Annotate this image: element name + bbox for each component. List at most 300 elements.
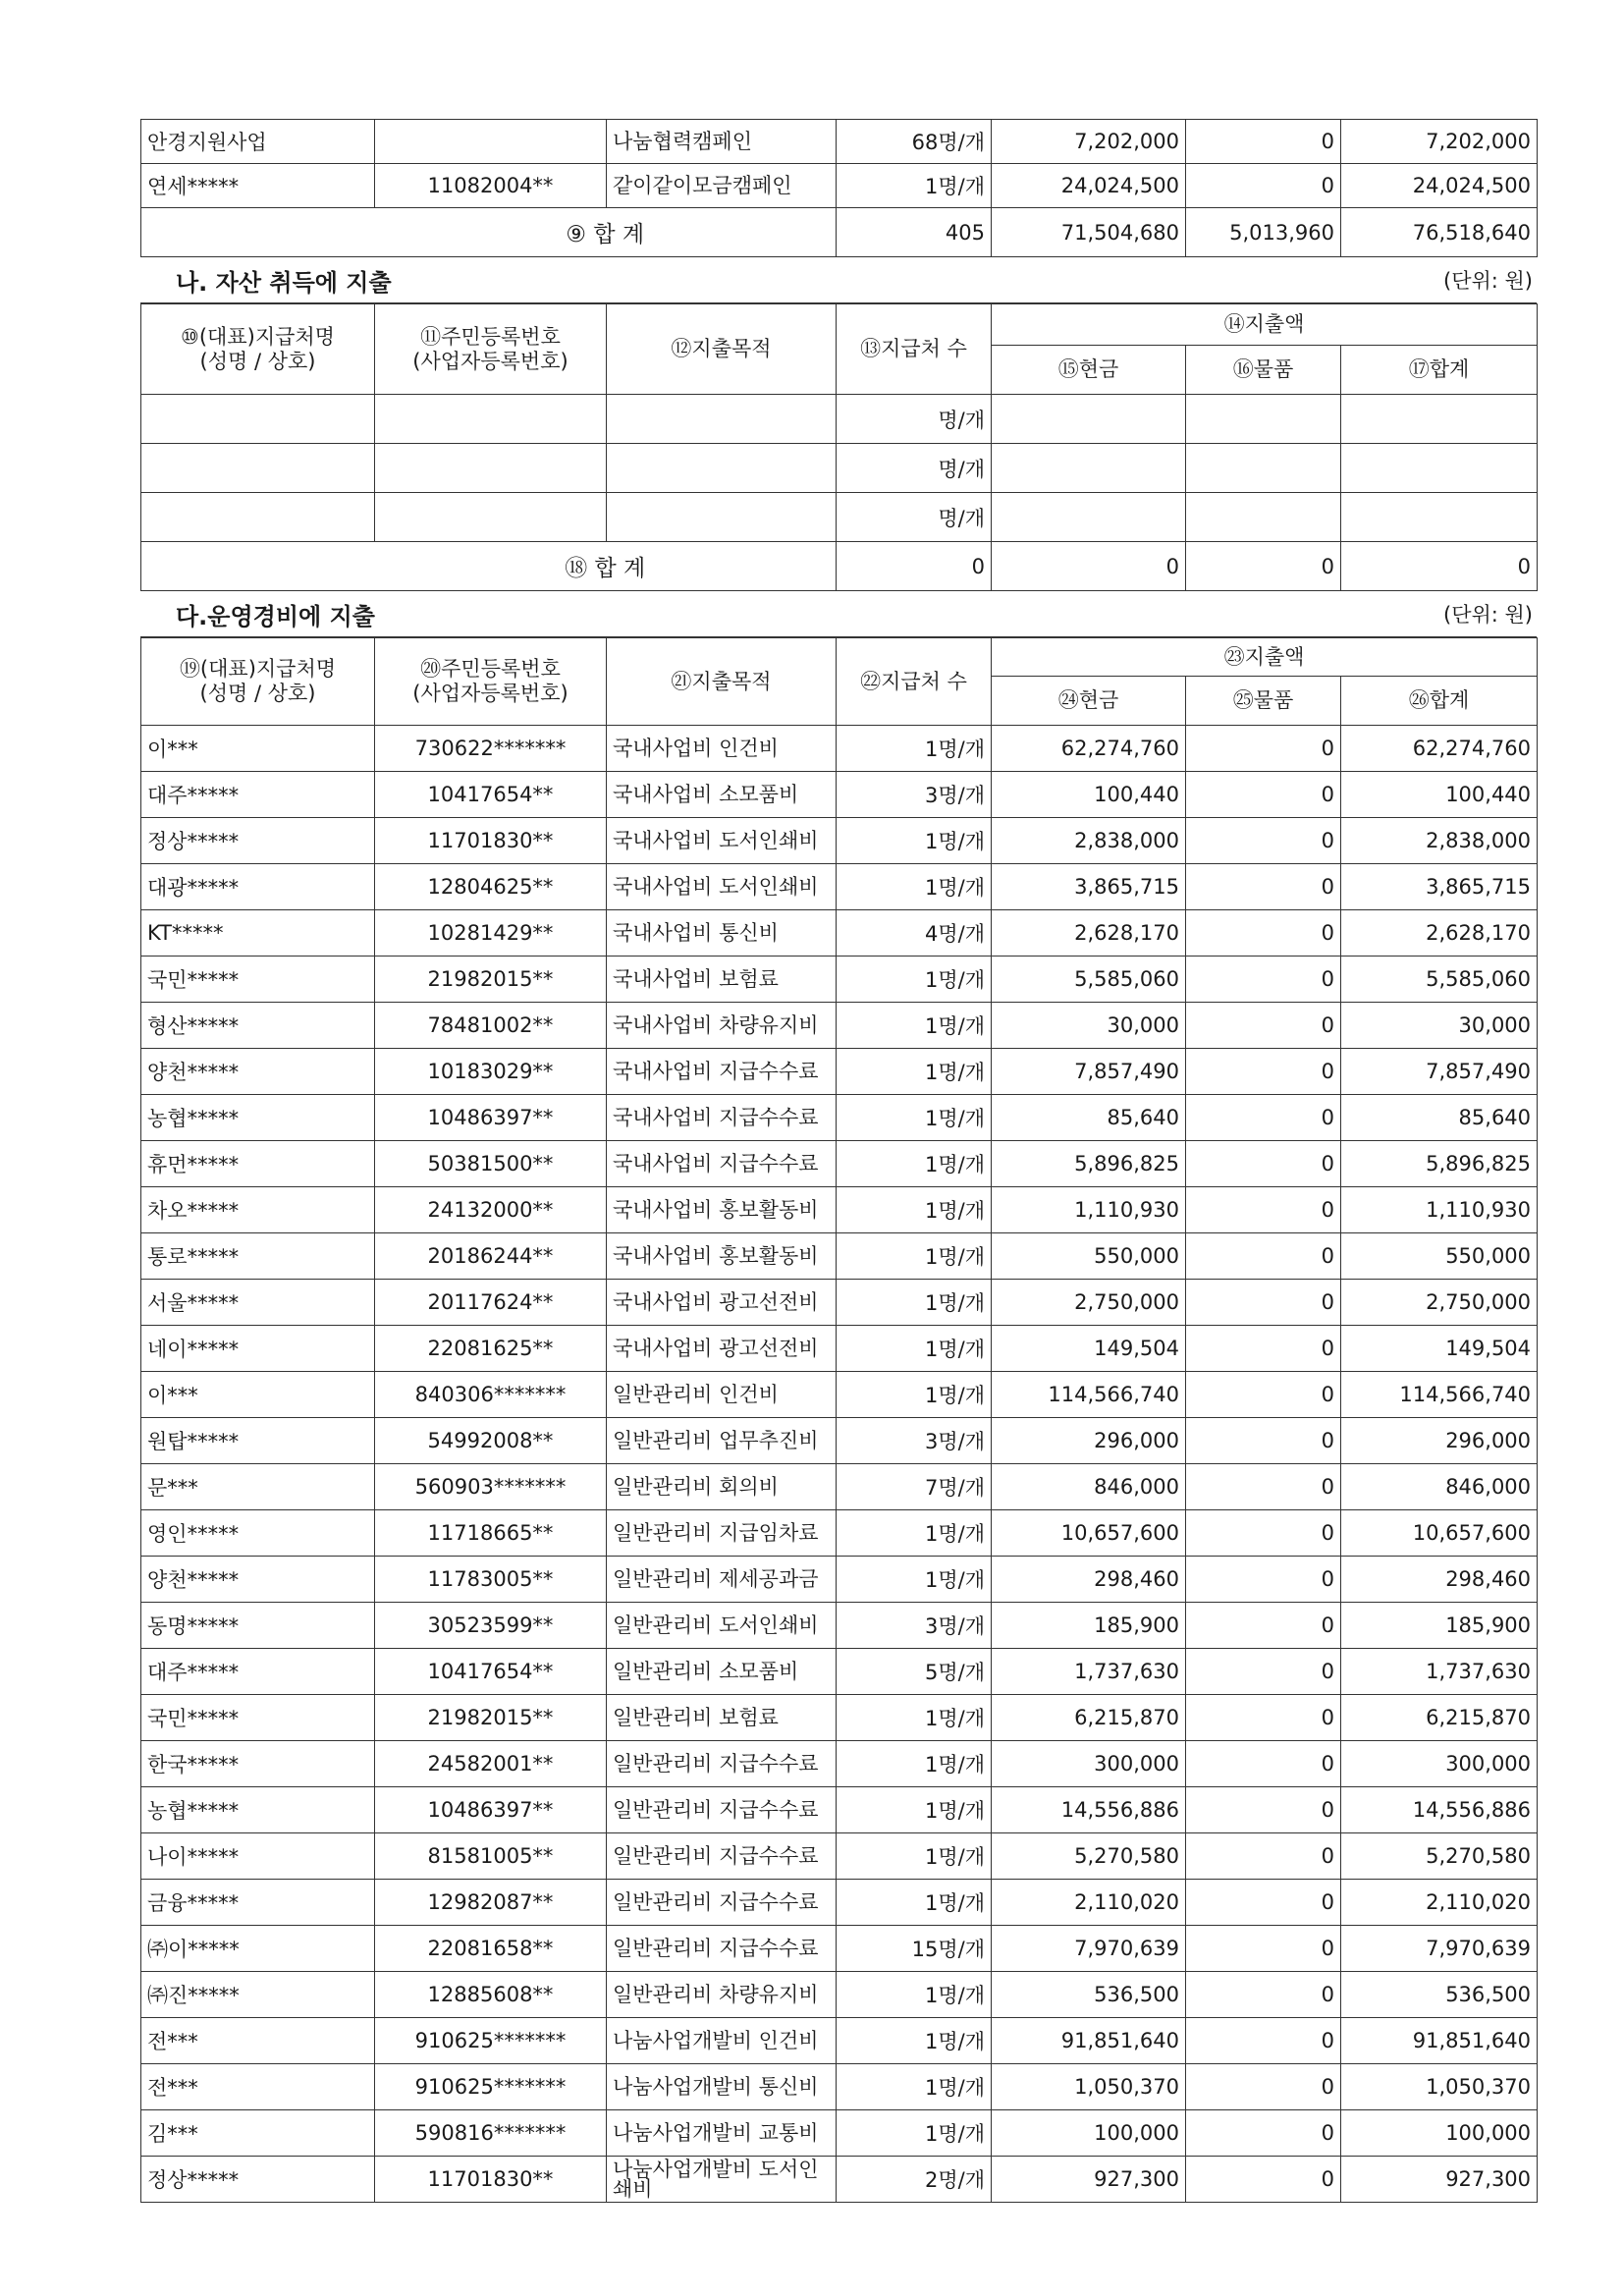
table-row <box>141 2157 1538 2203</box>
cash-amount: 5,896,825 <box>992 1141 1186 1187</box>
payee-name: ㈜진***** <box>141 1972 375 2018</box>
registration-number: 24582001** <box>375 1741 607 1787</box>
payee-count: 7명/개 <box>837 1464 992 1510</box>
cash-amount: 1,050,370 <box>992 2064 1186 2110</box>
goods-amount: 0 <box>1186 2157 1341 2203</box>
total-amount: 7,857,490 <box>1341 1049 1538 1095</box>
payee-name: 국민***** <box>141 1695 375 1741</box>
payee-count: 1명/개 <box>837 1695 992 1741</box>
payee-count: 1명/개 <box>837 1510 992 1557</box>
expense-purpose: 나눔협력캠페인 <box>607 120 837 164</box>
total-amount: 2,628,170 <box>1341 910 1538 957</box>
expense-purpose: 일반관리비 지급수수료 <box>607 1833 837 1880</box>
na-sum-goods: 0 <box>1186 542 1341 591</box>
goods-amount: 0 <box>1186 1510 1341 1557</box>
section-na-table <box>140 303 1538 591</box>
goods-amount: 0 <box>1186 1787 1341 1833</box>
cash-amount: 149,504 <box>992 1326 1186 1372</box>
payee-count: 1명/개 <box>837 1003 992 1049</box>
cash-amount: 536,500 <box>992 1972 1186 2018</box>
goods-amount: 0 <box>1186 2110 1341 2157</box>
total-amount: 927,300 <box>1341 2157 1538 2203</box>
na-header-purpose: ⑫지출목적 <box>607 304 837 395</box>
goods-amount: 0 <box>1186 1141 1341 1187</box>
total-amount: 30,000 <box>1341 1003 1538 1049</box>
payee-name: 농협***** <box>141 1787 375 1833</box>
goods-amount: 0 <box>1186 164 1341 208</box>
cash-amount: 114,566,740 <box>992 1372 1186 1418</box>
expense-purpose: 일반관리비 차량유지비 <box>607 1972 837 2018</box>
da-header-reg: ⑳주민등록번호 (사업자등록번호) <box>375 638 607 726</box>
da-header-count: ㉒지급처 수 <box>837 638 992 726</box>
payee-name: 서울***** <box>141 1280 375 1326</box>
registration-number: 590816******* <box>375 2110 607 2157</box>
cash-amount: 7,857,490 <box>992 1049 1186 1095</box>
goods-amount: 0 <box>1186 1695 1341 1741</box>
table-row <box>141 2064 1538 2110</box>
payee-name: 금융***** <box>141 1880 375 1926</box>
ga-sum-label: ⑨ 합 계 <box>375 208 837 257</box>
registration-number: 81581005** <box>375 1833 607 1880</box>
cash-amount: 550,000 <box>992 1233 1186 1280</box>
total-amount: 10,657,600 <box>1341 1510 1538 1557</box>
expense-purpose: 나눔사업개발비 도서인쇄비 <box>607 2157 837 2203</box>
goods-amount: 0 <box>1186 910 1341 957</box>
table-row <box>141 1233 1538 1280</box>
payee-name: 영인***** <box>141 1510 375 1557</box>
cash-amount: 185,900 <box>992 1603 1186 1649</box>
goods-amount: 0 <box>1186 2064 1341 2110</box>
registration-number: 11082004** <box>375 164 607 208</box>
expense-purpose: 나눔사업개발비 인건비 <box>607 2018 837 2064</box>
cash-amount: 6,215,870 <box>992 1695 1186 1741</box>
cash-amount: 1,737,630 <box>992 1649 1186 1695</box>
expense-purpose: 국내사업비 지급수수료 <box>607 1049 837 1095</box>
payee-count: 3명/개 <box>837 772 992 818</box>
table-row <box>141 1972 1538 2018</box>
payee-count: 1명/개 <box>837 726 992 772</box>
payee-count: 3명/개 <box>837 1603 992 1649</box>
table-row <box>141 1787 1538 1833</box>
payee-name: 양천***** <box>141 1049 375 1095</box>
payee-name: ㈜이***** <box>141 1926 375 1972</box>
table-row <box>141 1926 1538 1972</box>
na-header-total: ⑰합계 <box>1341 346 1538 395</box>
table-row <box>141 1649 1538 1695</box>
payee-name: 전*** <box>141 2018 375 2064</box>
expense-purpose: 같이같이모금캠페인 <box>607 164 837 208</box>
total-amount: 1,050,370 <box>1341 2064 1538 2110</box>
cash-amount: 1,110,930 <box>992 1187 1186 1233</box>
cash-amount: 927,300 <box>992 2157 1186 2203</box>
registration-number: 840306******* <box>375 1372 607 1418</box>
registration-number: 10417654** <box>375 772 607 818</box>
section-na-unit: (단위: 원) <box>1443 269 1533 293</box>
na-empty-row <box>141 444 1538 493</box>
table-row <box>141 910 1538 957</box>
table-row <box>141 1187 1538 1233</box>
na-header-reg: ⑪주민등록번호 (사업자등록번호) <box>375 304 607 395</box>
payee-count: 1명/개 <box>837 1557 992 1603</box>
expense-purpose: 일반관리비 소모품비 <box>607 1649 837 1695</box>
total-amount: 5,270,580 <box>1341 1833 1538 1880</box>
expense-purpose: 나눔사업개발비 통신비 <box>607 2064 837 2110</box>
na-sum-total: 0 <box>1341 542 1538 591</box>
cash-amount: 85,640 <box>992 1095 1186 1141</box>
table-row <box>141 1464 1538 1510</box>
cash-amount: 3,865,715 <box>992 864 1186 910</box>
table-row <box>141 1326 1538 1372</box>
goods-amount: 0 <box>1186 1880 1341 1926</box>
expense-purpose: 국내사업비 광고선전비 <box>607 1280 837 1326</box>
table-row <box>141 1510 1538 1557</box>
total-amount: 296,000 <box>1341 1418 1538 1464</box>
expense-purpose: 국내사업비 지급수수료 <box>607 1141 837 1187</box>
expense-purpose: 국내사업비 인건비 <box>607 726 837 772</box>
registration-number: 10486397** <box>375 1095 607 1141</box>
payee-count: 1명/개 <box>837 1972 992 2018</box>
registration-number: 560903******* <box>375 1464 607 1510</box>
na-header-amount: ⑭지출액 <box>992 304 1538 346</box>
goods-amount: 0 <box>1186 1603 1341 1649</box>
total-amount: 100,000 <box>1341 2110 1538 2157</box>
expense-purpose: 일반관리비 회의비 <box>607 1464 837 1510</box>
na-header-row-1 <box>141 304 1538 346</box>
payee-name: 국민***** <box>141 957 375 1003</box>
payee-name: 안경지원사업 <box>141 120 375 164</box>
expense-purpose: 국내사업비 차량유지비 <box>607 1003 837 1049</box>
table-row <box>141 818 1538 864</box>
table-row <box>141 1880 1538 1926</box>
expense-purpose: 국내사업비 보험료 <box>607 957 837 1003</box>
cash-amount: 2,628,170 <box>992 910 1186 957</box>
section-na-title: 나. 자산 취득에 지출 <box>176 268 392 297</box>
goods-amount: 0 <box>1186 957 1341 1003</box>
cash-amount: 7,970,639 <box>992 1926 1186 1972</box>
report-sheet <box>140 119 1537 2203</box>
total-amount: 149,504 <box>1341 1326 1538 1372</box>
payee-name: 동명***** <box>141 1603 375 1649</box>
table-row <box>141 1695 1538 1741</box>
payee-count: 1명/개 <box>837 2018 992 2064</box>
table-row <box>141 1372 1538 1418</box>
payee-count: 5명/개 <box>837 1649 992 1695</box>
total-amount: 1,110,930 <box>1341 1187 1538 1233</box>
payee-count: 68명/개 <box>837 120 992 164</box>
na-empty-count: 명/개 <box>837 493 992 542</box>
registration-number: 910625******* <box>375 2064 607 2110</box>
payee-count: 1명/개 <box>837 864 992 910</box>
payee-name: 김*** <box>141 2110 375 2157</box>
goods-amount: 0 <box>1186 772 1341 818</box>
da-header-purpose: ㉑지출목적 <box>607 638 837 726</box>
expense-purpose: 국내사업비 홍보활동비 <box>607 1187 837 1233</box>
cash-amount: 846,000 <box>992 1464 1186 1510</box>
registration-number: 22081625** <box>375 1326 607 1372</box>
cash-amount: 5,585,060 <box>992 957 1186 1003</box>
goods-amount: 0 <box>1186 1741 1341 1787</box>
payee-name: 대주***** <box>141 1649 375 1695</box>
payee-name: 형산***** <box>141 1003 375 1049</box>
registration-number: 21982015** <box>375 1695 607 1741</box>
da-header-name: ⑲(대표)지급처명 (성명 / 상호) <box>141 638 375 726</box>
payee-name: 대주***** <box>141 772 375 818</box>
ga-sum-row <box>141 208 1538 257</box>
total-amount: 62,274,760 <box>1341 726 1538 772</box>
payee-count: 1명/개 <box>837 1280 992 1326</box>
payee-count: 1명/개 <box>837 1141 992 1187</box>
payee-name: 한국***** <box>141 1741 375 1787</box>
na-header-name: ⑩(대표)지급처명 (성명 / 상호) <box>141 304 375 395</box>
payee-name: 이*** <box>141 1372 375 1418</box>
registration-number: 12885608** <box>375 1972 607 2018</box>
goods-amount: 0 <box>1186 1326 1341 1372</box>
section-da-header <box>140 591 1537 637</box>
goods-amount: 0 <box>1186 2018 1341 2064</box>
table-row <box>141 1095 1538 1141</box>
expense-purpose: 일반관리비 업무추진비 <box>607 1418 837 1464</box>
cash-amount: 2,838,000 <box>992 818 1186 864</box>
total-amount: 846,000 <box>1341 1464 1538 1510</box>
total-amount: 185,900 <box>1341 1603 1538 1649</box>
cash-amount: 91,851,640 <box>992 2018 1186 2064</box>
registration-number: 12982087** <box>375 1880 607 1926</box>
expense-purpose: 일반관리비 도서인쇄비 <box>607 1603 837 1649</box>
payee-name: 정상***** <box>141 2157 375 2203</box>
expense-purpose: 일반관리비 지급수수료 <box>607 1741 837 1787</box>
expense-purpose: 일반관리비 제세공과금 <box>607 1557 837 1603</box>
expense-purpose: 국내사업비 지급수수료 <box>607 1095 837 1141</box>
ga-sum-cash: 71,504,680 <box>992 208 1186 257</box>
total-amount: 1,737,630 <box>1341 1649 1538 1695</box>
registration-number: 11701830** <box>375 818 607 864</box>
na-empty-count: 명/개 <box>837 395 992 444</box>
total-amount: 6,215,870 <box>1341 1695 1538 1741</box>
table-row <box>141 1049 1538 1095</box>
na-sum-row <box>141 542 1538 591</box>
registration-number: 12804625** <box>375 864 607 910</box>
registration-number: 730622******* <box>375 726 607 772</box>
section-ga-tail-table <box>140 119 1538 257</box>
goods-amount: 0 <box>1186 1372 1341 1418</box>
payee-count: 1명/개 <box>837 164 992 208</box>
payee-count: 3명/개 <box>837 1418 992 1464</box>
total-amount: 3,865,715 <box>1341 864 1538 910</box>
payee-name: 나이***** <box>141 1833 375 1880</box>
table-row <box>141 1003 1538 1049</box>
registration-number: 24132000** <box>375 1187 607 1233</box>
cash-amount: 24,024,500 <box>992 164 1186 208</box>
table-row <box>141 772 1538 818</box>
payee-count: 1명/개 <box>837 1787 992 1833</box>
registration-number: 10281429** <box>375 910 607 957</box>
payee-count: 1명/개 <box>837 818 992 864</box>
total-amount: 91,851,640 <box>1341 2018 1538 2064</box>
total-amount: 2,110,020 <box>1341 1880 1538 1926</box>
table-row <box>141 864 1538 910</box>
total-amount: 85,640 <box>1341 1095 1538 1141</box>
total-amount: 300,000 <box>1341 1741 1538 1787</box>
cash-amount: 2,750,000 <box>992 1280 1186 1326</box>
payee-count: 1명/개 <box>837 1326 992 1372</box>
goods-amount: 0 <box>1186 1926 1341 1972</box>
na-sum-label: ⑱ 합 계 <box>375 542 837 591</box>
na-header-count: ⑬지급처 수 <box>837 304 992 395</box>
cash-amount: 10,657,600 <box>992 1510 1186 1557</box>
cash-amount: 14,556,886 <box>992 1787 1186 1833</box>
table-row <box>141 1557 1538 1603</box>
goods-amount: 0 <box>1186 864 1341 910</box>
ga-sum-count: 405 <box>837 208 992 257</box>
cash-amount: 62,274,760 <box>992 726 1186 772</box>
payee-name: KT***** <box>141 910 375 957</box>
table-row <box>141 120 1538 164</box>
table-row <box>141 2110 1538 2157</box>
total-amount: 536,500 <box>1341 1972 1538 2018</box>
na-header-goods: ⑯물품 <box>1186 346 1341 395</box>
registration-number: 20186244** <box>375 1233 607 1280</box>
registration-number: 50381500** <box>375 1141 607 1187</box>
payee-name: 통로***** <box>141 1233 375 1280</box>
cash-amount: 296,000 <box>992 1418 1186 1464</box>
total-amount: 550,000 <box>1341 1233 1538 1280</box>
ga-sum-goods: 5,013,960 <box>1186 208 1341 257</box>
expense-purpose: 국내사업비 도서인쇄비 <box>607 818 837 864</box>
payee-count: 1명/개 <box>837 1372 992 1418</box>
payee-count: 1명/개 <box>837 2110 992 2157</box>
table-row <box>141 164 1538 208</box>
payee-count: 1명/개 <box>837 1095 992 1141</box>
section-da-unit: (단위: 원) <box>1443 603 1533 627</box>
expense-purpose: 국내사업비 통신비 <box>607 910 837 957</box>
payee-count: 2명/개 <box>837 2157 992 2203</box>
total-amount: 14,556,886 <box>1341 1787 1538 1833</box>
da-header-goods: ㉕물품 <box>1186 677 1341 726</box>
na-sum-count: 0 <box>837 542 992 591</box>
goods-amount: 0 <box>1186 726 1341 772</box>
expense-purpose: 국내사업비 홍보활동비 <box>607 1233 837 1280</box>
goods-amount: 0 <box>1186 120 1341 164</box>
goods-amount: 0 <box>1186 1049 1341 1095</box>
table-row <box>141 1418 1538 1464</box>
da-header-cash: ㉔현금 <box>992 677 1186 726</box>
cash-amount: 300,000 <box>992 1741 1186 1787</box>
expense-purpose: 국내사업비 도서인쇄비 <box>607 864 837 910</box>
registration-number: 10417654** <box>375 1649 607 1695</box>
registration-number: 11718665** <box>375 1510 607 1557</box>
total-amount: 2,838,000 <box>1341 818 1538 864</box>
total-amount: 7,202,000 <box>1341 120 1538 164</box>
payee-count: 1명/개 <box>837 1233 992 1280</box>
payee-name: 전*** <box>141 2064 375 2110</box>
table-row <box>141 2018 1538 2064</box>
total-amount: 2,750,000 <box>1341 1280 1538 1326</box>
table-row <box>141 1280 1538 1326</box>
cash-amount: 100,440 <box>992 772 1186 818</box>
expense-purpose: 일반관리비 지급수수료 <box>607 1880 837 1926</box>
expense-purpose: 나눔사업개발비 교통비 <box>607 2110 837 2157</box>
payee-count: 1명/개 <box>837 1741 992 1787</box>
cash-amount: 7,202,000 <box>992 120 1186 164</box>
registration-number: 21982015** <box>375 957 607 1003</box>
payee-name: 정상***** <box>141 818 375 864</box>
payee-name: 휴먼***** <box>141 1141 375 1187</box>
cash-amount: 298,460 <box>992 1557 1186 1603</box>
payee-name: 대광***** <box>141 864 375 910</box>
payee-name: 양천***** <box>141 1557 375 1603</box>
table-row <box>141 1603 1538 1649</box>
table-row <box>141 1141 1538 1187</box>
total-amount: 24,024,500 <box>1341 164 1538 208</box>
table-row <box>141 1741 1538 1787</box>
da-header-row-1 <box>141 638 1538 677</box>
payee-name: 네이***** <box>141 1326 375 1372</box>
goods-amount: 0 <box>1186 1095 1341 1141</box>
section-na-header <box>140 257 1537 303</box>
goods-amount: 0 <box>1186 1833 1341 1880</box>
payee-name: 차오***** <box>141 1187 375 1233</box>
goods-amount: 0 <box>1186 1233 1341 1280</box>
payee-count: 1명/개 <box>837 957 992 1003</box>
goods-amount: 0 <box>1186 1972 1341 2018</box>
expense-purpose: 일반관리비 지급수수료 <box>607 1787 837 1833</box>
payee-name: 문*** <box>141 1464 375 1510</box>
expense-purpose: 국내사업비 광고선전비 <box>607 1326 837 1372</box>
cash-amount: 100,000 <box>992 2110 1186 2157</box>
goods-amount: 0 <box>1186 1418 1341 1464</box>
registration-number: 10486397** <box>375 1787 607 1833</box>
registration-number: 910625******* <box>375 2018 607 2064</box>
na-header-cash: ⑮현금 <box>992 346 1186 395</box>
payee-count: 1명/개 <box>837 1049 992 1095</box>
goods-amount: 0 <box>1186 1464 1341 1510</box>
registration-number: 11783005** <box>375 1557 607 1603</box>
cash-amount: 30,000 <box>992 1003 1186 1049</box>
na-sum-cash: 0 <box>992 542 1186 591</box>
da-header-total: ㉖합계 <box>1341 677 1538 726</box>
goods-amount: 0 <box>1186 1280 1341 1326</box>
expense-purpose: 일반관리비 지급임차료 <box>607 1510 837 1557</box>
da-header-amount: ㉓지출액 <box>992 638 1538 677</box>
payee-count: 1명/개 <box>837 2064 992 2110</box>
expense-purpose: 국내사업비 소모품비 <box>607 772 837 818</box>
expense-purpose: 일반관리비 인건비 <box>607 1372 837 1418</box>
registration-number: 11701830** <box>375 2157 607 2203</box>
ga-sum-total: 76,518,640 <box>1341 208 1538 257</box>
total-amount: 298,460 <box>1341 1557 1538 1603</box>
payee-count: 1명/개 <box>837 1187 992 1233</box>
goods-amount: 0 <box>1186 818 1341 864</box>
payee-name: 농협***** <box>141 1095 375 1141</box>
goods-amount: 0 <box>1186 1649 1341 1695</box>
na-empty-row <box>141 493 1538 542</box>
table-row <box>141 726 1538 772</box>
payee-count: 15명/개 <box>837 1926 992 1972</box>
cash-amount: 2,110,020 <box>992 1880 1186 1926</box>
payee-count: 1명/개 <box>837 1833 992 1880</box>
registration-number <box>375 120 607 164</box>
total-amount: 100,440 <box>1341 772 1538 818</box>
payee-name: 이*** <box>141 726 375 772</box>
total-amount: 7,970,639 <box>1341 1926 1538 1972</box>
table-row <box>141 1833 1538 1880</box>
na-empty-count: 명/개 <box>837 444 992 493</box>
cash-amount: 5,270,580 <box>992 1833 1186 1880</box>
goods-amount: 0 <box>1186 1187 1341 1233</box>
total-amount: 5,585,060 <box>1341 957 1538 1003</box>
registration-number: 10183029** <box>375 1049 607 1095</box>
payee-name: 연세***** <box>141 164 375 208</box>
